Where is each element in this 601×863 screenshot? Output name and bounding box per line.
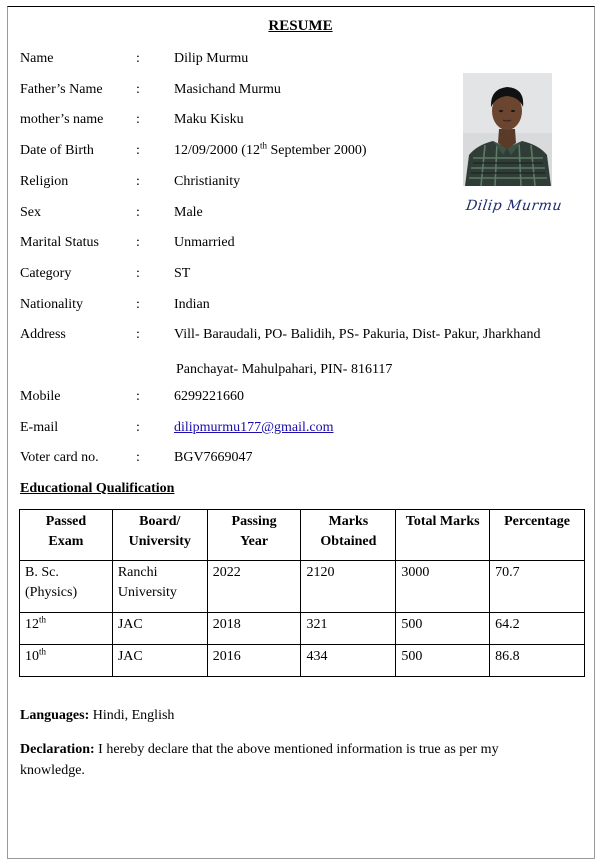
education-table [19,509,585,677]
resume-title: RESUME [268,18,333,34]
cell-marks: 434 [301,645,396,677]
cell-percentage: 64.2 [490,613,585,645]
label-email: E-mail [20,420,59,435]
colon: : [136,297,140,312]
label-dob: Date of Birth [20,143,94,158]
cell-year: 2022 [207,561,301,613]
cell-exam: B. Sc. (Physics) [20,561,113,613]
cell-total: 500 [396,645,490,677]
declaration [20,739,560,781]
value-address-line2: Panchayat- Mahulpahari, PIN- 816117 [176,362,393,377]
cell-total: 3000 [396,561,490,613]
header-cell: Passed Exam [20,510,113,561]
colon: : [136,174,140,189]
value-name: Dilip Murmu [174,51,249,66]
header-cell: Marks Obtained [301,510,396,561]
cell-total: 500 [396,613,490,645]
cell-marks: 2120 [301,561,396,613]
value-dob: 12/09/2000 (12th September 2000) [174,140,367,158]
signature: Dilip Murmu [464,198,564,214]
label-nationality: Nationality [20,297,83,312]
cell-year: 2018 [207,613,301,645]
label-father: Father’s Name [20,82,103,97]
label-address: Address [20,327,66,342]
cell-board: Ranchi University [112,561,207,613]
table-row [20,613,585,645]
label-name: Name [20,51,54,66]
languages-label: Languages: [20,708,90,723]
colon: : [136,389,140,404]
label-religion: Religion [20,174,69,189]
table-header-row [20,510,585,561]
colon: : [136,51,140,66]
declaration-label: Declaration: [20,742,95,757]
education-heading: Educational Qualification [20,481,175,496]
value-mother: Maku Kisku [174,112,244,127]
value-father: Masichand Murmu [174,82,281,97]
value-nationality: Indian [174,297,210,312]
colon: : [136,266,140,281]
label-mobile: Mobile [20,389,61,404]
colon: : [136,450,140,465]
table-row [20,645,585,677]
label-category: Category [20,266,72,281]
value-marital: Unmarried [174,235,235,250]
header-cell: Total Marks [396,510,490,561]
languages-value: Hindi, English [89,708,175,723]
colon: : [136,143,140,158]
value-religion: Christianity [174,174,241,189]
languages [20,708,174,724]
colon: : [136,112,140,127]
cell-percentage: 70.7 [490,561,585,613]
label-mother: mother’s name [20,112,104,127]
value-address: Vill- Baraudali, PO- Balidih, PS- Pakuria, Dist- Pakur, Jharkhand [174,327,541,342]
label-voter: Voter card no. [20,450,99,465]
declaration-text: I hereby declare that the above mentioned information is true as per my knowledge. [20,742,499,778]
cell-board: JAC [112,645,207,677]
cell-percentage: 86.8 [490,645,585,677]
value-category: ST [174,266,191,281]
label-marital: Marital Status [20,235,99,250]
cell-exam: 12th [20,613,113,645]
colon: : [136,82,140,97]
label-sex: Sex [20,205,41,220]
colon: : [136,235,140,250]
cell-exam: 10th [20,645,113,677]
colon: : [136,420,140,435]
header-cell: Board/ University [112,510,207,561]
value-voter: BGV7669047 [174,450,253,465]
colon: : [136,327,140,342]
cell-year: 2016 [207,645,301,677]
cell-board: JAC [112,613,207,645]
email-link[interactable]: dilipmurmu177@gmail.com [174,420,334,435]
table-row [20,561,585,613]
header-cell: Percentage [490,510,585,561]
profile-photo [463,73,552,186]
cell-marks: 321 [301,613,396,645]
value-sex: Male [174,205,203,220]
colon: : [136,205,140,220]
value-mobile: 6299221660 [174,389,244,404]
header-cell: Passing Year [207,510,301,561]
